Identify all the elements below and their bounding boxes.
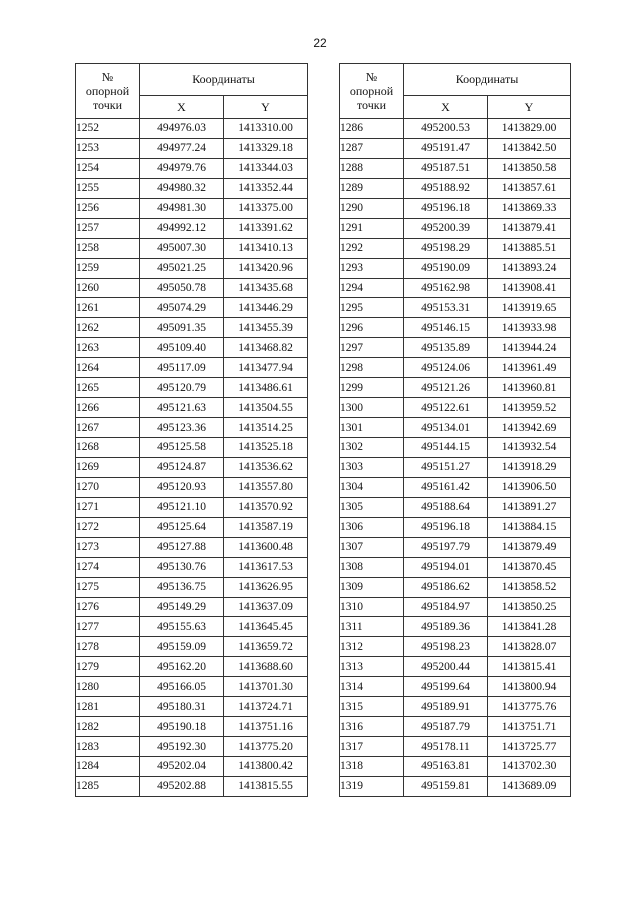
y-coordinate-cell: 1413775.20	[224, 737, 308, 757]
point-number-cell: 1297	[340, 338, 404, 358]
table-row	[340, 657, 571, 677]
point-number-cell: 1273	[76, 537, 140, 557]
y-coordinate-cell: 1413570.92	[224, 497, 308, 517]
point-number-cell: 1283	[76, 737, 140, 757]
table-row	[340, 537, 571, 557]
x-coordinate-cell: 494981.30	[140, 198, 224, 218]
x-coordinate-cell: 495191.47	[404, 138, 488, 158]
x-coordinate-cell: 495192.30	[140, 737, 224, 757]
x-coordinate-cell: 495198.29	[404, 238, 488, 258]
table-row	[76, 517, 308, 537]
point-number-header: № опорной точки	[340, 64, 404, 119]
table-row	[76, 497, 308, 517]
x-coordinate-cell: 495021.25	[140, 258, 224, 278]
point-number-cell: 1295	[340, 298, 404, 318]
y-coordinate-cell: 1413879.49	[488, 537, 571, 557]
x-coordinate-cell: 495188.92	[404, 178, 488, 198]
table-row	[340, 418, 571, 438]
x-coordinate-cell: 495189.91	[404, 697, 488, 717]
table-row	[76, 318, 308, 338]
x-coordinate-cell: 495190.18	[140, 717, 224, 737]
y-coordinate-cell: 1413688.60	[224, 657, 308, 677]
point-number-cell: 1280	[76, 677, 140, 697]
x-coordinate-cell: 495134.01	[404, 418, 488, 438]
y-coordinate-cell: 1413344.03	[224, 158, 308, 178]
y-coordinate-cell: 1413828.07	[488, 637, 571, 657]
x-coordinate-cell: 495121.10	[140, 497, 224, 517]
x-coordinate-cell: 495197.79	[404, 537, 488, 557]
x-column-header: X	[404, 96, 488, 119]
coordinates-table-left	[75, 63, 308, 797]
x-coordinate-cell: 495127.88	[140, 537, 224, 557]
point-number-cell: 1262	[76, 318, 140, 338]
point-number-cell: 1292	[340, 238, 404, 258]
point-number-cell: 1291	[340, 218, 404, 238]
x-coordinate-cell: 495200.53	[404, 119, 488, 139]
point-number-cell: 1299	[340, 378, 404, 398]
x-coordinate-cell: 495121.63	[140, 398, 224, 418]
table-row	[340, 358, 571, 378]
x-coordinate-cell: 495200.39	[404, 218, 488, 238]
x-coordinate-cell: 495123.36	[140, 418, 224, 438]
x-coordinate-cell: 495149.29	[140, 597, 224, 617]
y-coordinate-cell: 1413724.71	[224, 697, 308, 717]
x-coordinate-cell: 495144.15	[404, 438, 488, 458]
point-number-cell: 1293	[340, 258, 404, 278]
x-coordinate-cell: 495135.89	[404, 338, 488, 358]
x-coordinate-cell: 495146.15	[404, 318, 488, 338]
x-coordinate-cell: 495161.42	[404, 477, 488, 497]
x-coordinate-cell: 495124.06	[404, 358, 488, 378]
table-row	[340, 577, 571, 597]
point-number-cell: 1318	[340, 757, 404, 777]
table-row	[340, 138, 571, 158]
x-coordinate-cell: 494976.03	[140, 119, 224, 139]
y-coordinate-cell: 1413329.18	[224, 138, 308, 158]
x-coordinate-cell: 495196.18	[404, 517, 488, 537]
table-row	[76, 358, 308, 378]
point-number-cell: 1317	[340, 737, 404, 757]
table-row	[340, 378, 571, 398]
y-coordinate-cell: 1413645.45	[224, 617, 308, 637]
y-coordinate-cell: 1413626.95	[224, 577, 308, 597]
table-row	[76, 757, 308, 777]
table-row	[76, 418, 308, 438]
y-coordinate-cell: 1413960.81	[488, 378, 571, 398]
y-coordinate-cell: 1413857.61	[488, 178, 571, 198]
x-coordinate-cell: 495120.79	[140, 378, 224, 398]
point-number-cell: 1276	[76, 597, 140, 617]
table-row	[340, 298, 571, 318]
x-coordinate-cell: 494977.24	[140, 138, 224, 158]
point-number-cell: 1284	[76, 757, 140, 777]
y-coordinate-cell: 1413933.98	[488, 318, 571, 338]
table-row	[76, 178, 308, 198]
y-coordinate-cell: 1413587.19	[224, 517, 308, 537]
point-number-cell: 1263	[76, 338, 140, 358]
y-coordinate-cell: 1413310.00	[224, 119, 308, 139]
point-number-cell: 1270	[76, 477, 140, 497]
page-number: 22	[313, 36, 327, 50]
y-coordinate-cell: 1413850.58	[488, 158, 571, 178]
y-coordinate-cell: 1413885.51	[488, 238, 571, 258]
point-number-cell: 1254	[76, 158, 140, 178]
point-number-header: № опорной точки	[76, 64, 140, 119]
x-coordinate-cell: 495189.36	[404, 617, 488, 637]
y-coordinate-cell: 1413918.29	[488, 457, 571, 477]
y-coordinate-cell: 1413800.94	[488, 677, 571, 697]
point-number-cell: 1309	[340, 577, 404, 597]
x-coordinate-cell: 495187.79	[404, 717, 488, 737]
point-number-cell: 1258	[76, 238, 140, 258]
y-coordinate-cell: 1413659.72	[224, 637, 308, 657]
x-coordinate-cell: 495194.01	[404, 557, 488, 577]
table-row	[76, 258, 308, 278]
point-number-cell: 1319	[340, 776, 404, 796]
table-row	[340, 258, 571, 278]
point-number-cell: 1282	[76, 717, 140, 737]
table-row	[340, 677, 571, 697]
table-row	[76, 298, 308, 318]
table-row	[76, 657, 308, 677]
point-number-cell: 1257	[76, 218, 140, 238]
y-coordinate-cell: 1413637.09	[224, 597, 308, 617]
x-coordinate-cell: 495166.05	[140, 677, 224, 697]
point-number-cell: 1307	[340, 537, 404, 557]
table-row	[76, 438, 308, 458]
x-coordinate-cell: 495136.75	[140, 577, 224, 597]
table-row	[340, 318, 571, 338]
point-number-cell: 1311	[340, 617, 404, 637]
y-coordinate-cell: 1413858.52	[488, 577, 571, 597]
table-row	[76, 677, 308, 697]
point-number-cell: 1261	[76, 298, 140, 318]
y-coordinate-cell: 1413725.77	[488, 737, 571, 757]
point-number-cell: 1294	[340, 278, 404, 298]
point-number-cell: 1252	[76, 119, 140, 139]
point-number-cell: 1259	[76, 258, 140, 278]
x-coordinate-cell: 495162.98	[404, 278, 488, 298]
table-row	[76, 637, 308, 657]
y-coordinate-cell: 1413800.42	[224, 757, 308, 777]
table-row	[76, 737, 308, 757]
point-number-cell: 1306	[340, 517, 404, 537]
table-row	[340, 497, 571, 517]
y-coordinate-cell: 1413468.82	[224, 338, 308, 358]
x-coordinate-cell: 495202.88	[140, 776, 224, 796]
table-row	[340, 457, 571, 477]
table-row	[76, 398, 308, 418]
x-coordinate-cell: 495159.81	[404, 776, 488, 796]
point-number-cell: 1303	[340, 457, 404, 477]
y-coordinate-cell: 1413600.48	[224, 537, 308, 557]
point-number-cell: 1279	[76, 657, 140, 677]
y-coordinate-cell: 1413410.13	[224, 238, 308, 258]
y-coordinate-cell: 1413391.62	[224, 218, 308, 238]
x-coordinate-cell: 495159.09	[140, 637, 224, 657]
table-row	[76, 477, 308, 497]
y-coordinate-cell: 1413908.41	[488, 278, 571, 298]
x-coordinate-cell: 494979.76	[140, 158, 224, 178]
y-coordinate-cell: 1413879.41	[488, 218, 571, 238]
table-row	[76, 617, 308, 637]
x-coordinate-cell: 495188.64	[404, 497, 488, 517]
point-number-cell: 1271	[76, 497, 140, 517]
point-number-cell: 1274	[76, 557, 140, 577]
x-coordinate-cell: 495196.18	[404, 198, 488, 218]
point-number-cell: 1264	[76, 358, 140, 378]
table-row	[340, 398, 571, 418]
point-number-cell: 1290	[340, 198, 404, 218]
table-row	[76, 776, 308, 796]
y-coordinate-cell: 1413514.25	[224, 418, 308, 438]
table-row	[340, 757, 571, 777]
y-coordinate-cell: 1413702.30	[488, 757, 571, 777]
table-row	[76, 338, 308, 358]
point-number-cell: 1305	[340, 497, 404, 517]
y-coordinate-cell: 1413891.27	[488, 497, 571, 517]
y-coordinate-cell: 1413435.68	[224, 278, 308, 298]
x-coordinate-cell: 495178.11	[404, 737, 488, 757]
y-coordinate-cell: 1413504.55	[224, 398, 308, 418]
table-row	[340, 776, 571, 796]
x-coordinate-cell: 495124.87	[140, 457, 224, 477]
point-number-cell: 1267	[76, 418, 140, 438]
point-number-cell: 1281	[76, 697, 140, 717]
table-row	[76, 457, 308, 477]
y-column-header: Y	[488, 96, 571, 119]
table-row	[76, 378, 308, 398]
x-coordinate-cell: 495186.62	[404, 577, 488, 597]
x-coordinate-cell: 494980.32	[140, 178, 224, 198]
y-coordinate-cell: 1413701.30	[224, 677, 308, 697]
y-coordinate-cell: 1413906.50	[488, 477, 571, 497]
point-number-cell: 1278	[76, 637, 140, 657]
y-coordinate-cell: 1413352.44	[224, 178, 308, 198]
table-row	[76, 218, 308, 238]
point-number-cell: 1285	[76, 776, 140, 796]
y-coordinate-cell: 1413617.53	[224, 557, 308, 577]
y-coordinate-cell: 1413829.00	[488, 119, 571, 139]
table-row	[340, 477, 571, 497]
y-coordinate-cell: 1413815.41	[488, 657, 571, 677]
y-coordinate-cell: 1413420.96	[224, 258, 308, 278]
x-coordinate-cell: 495122.61	[404, 398, 488, 418]
x-coordinate-cell: 495050.78	[140, 278, 224, 298]
x-coordinate-cell: 495091.35	[140, 318, 224, 338]
point-number-cell: 1269	[76, 457, 140, 477]
y-coordinate-cell: 1413959.52	[488, 398, 571, 418]
x-coordinate-cell: 495163.81	[404, 757, 488, 777]
y-coordinate-cell: 1413525.18	[224, 438, 308, 458]
table-row	[76, 238, 308, 258]
x-coordinate-cell: 495190.09	[404, 258, 488, 278]
point-number-cell: 1256	[76, 198, 140, 218]
coordinates-table-right	[339, 63, 571, 797]
point-number-cell: 1298	[340, 358, 404, 378]
table-row	[340, 198, 571, 218]
x-coordinate-cell: 495117.09	[140, 358, 224, 378]
table-row	[340, 158, 571, 178]
table-row	[340, 119, 571, 139]
y-coordinate-cell: 1413919.65	[488, 298, 571, 318]
x-coordinate-cell: 495125.58	[140, 438, 224, 458]
table-row	[340, 557, 571, 577]
table-row	[340, 278, 571, 298]
table-row	[340, 517, 571, 537]
y-coordinate-cell: 1413751.16	[224, 717, 308, 737]
table-row	[76, 577, 308, 597]
x-coordinate-cell: 495155.63	[140, 617, 224, 637]
point-number-cell: 1315	[340, 697, 404, 717]
x-coordinate-cell: 495121.26	[404, 378, 488, 398]
x-coordinate-cell: 495109.40	[140, 338, 224, 358]
x-coordinate-cell: 495153.31	[404, 298, 488, 318]
table-row	[340, 338, 571, 358]
table-row	[76, 119, 308, 139]
y-coordinate-cell: 1413884.15	[488, 517, 571, 537]
y-coordinate-cell: 1413842.50	[488, 138, 571, 158]
point-number-cell: 1288	[340, 158, 404, 178]
y-coordinate-cell: 1413869.33	[488, 198, 571, 218]
y-coordinate-cell: 1413850.25	[488, 597, 571, 617]
y-coordinate-cell: 1413486.61	[224, 378, 308, 398]
y-coordinate-cell: 1413815.55	[224, 776, 308, 796]
point-number-cell: 1255	[76, 178, 140, 198]
y-coordinate-cell: 1413961.49	[488, 358, 571, 378]
point-number-cell: 1300	[340, 398, 404, 418]
point-number-cell: 1253	[76, 138, 140, 158]
y-coordinate-cell: 1413375.00	[224, 198, 308, 218]
table-row	[340, 737, 571, 757]
point-number-cell: 1272	[76, 517, 140, 537]
x-column-header: X	[140, 96, 224, 119]
x-coordinate-cell: 495184.97	[404, 597, 488, 617]
table-row	[76, 198, 308, 218]
table-row	[76, 138, 308, 158]
point-number-cell: 1277	[76, 617, 140, 637]
point-number-cell: 1286	[340, 119, 404, 139]
point-number-cell: 1314	[340, 677, 404, 697]
point-number-cell: 1308	[340, 557, 404, 577]
y-coordinate-cell: 1413477.94	[224, 358, 308, 378]
x-coordinate-cell: 495162.20	[140, 657, 224, 677]
x-coordinate-cell: 495130.76	[140, 557, 224, 577]
table-row	[340, 178, 571, 198]
point-number-cell: 1313	[340, 657, 404, 677]
point-number-cell: 1266	[76, 398, 140, 418]
table-row	[340, 597, 571, 617]
table-row	[340, 238, 571, 258]
x-coordinate-cell: 495198.23	[404, 637, 488, 657]
table-row	[76, 278, 308, 298]
x-coordinate-cell: 495007.30	[140, 238, 224, 258]
point-number-cell: 1287	[340, 138, 404, 158]
table-row	[340, 438, 571, 458]
point-number-cell: 1304	[340, 477, 404, 497]
x-coordinate-cell: 495187.51	[404, 158, 488, 178]
table-row	[340, 637, 571, 657]
x-coordinate-cell: 495074.29	[140, 298, 224, 318]
y-coordinate-cell: 1413557.80	[224, 477, 308, 497]
y-coordinate-cell: 1413536.62	[224, 457, 308, 477]
y-coordinate-cell: 1413446.29	[224, 298, 308, 318]
point-number-cell: 1289	[340, 178, 404, 198]
table-row	[76, 537, 308, 557]
table-row	[76, 717, 308, 737]
x-coordinate-cell: 495151.27	[404, 457, 488, 477]
point-number-cell: 1275	[76, 577, 140, 597]
y-coordinate-cell: 1413751.71	[488, 717, 571, 737]
x-coordinate-cell: 495120.93	[140, 477, 224, 497]
y-coordinate-cell: 1413944.24	[488, 338, 571, 358]
y-coordinate-cell: 1413689.09	[488, 776, 571, 796]
table-row	[76, 597, 308, 617]
y-coordinate-cell: 1413455.39	[224, 318, 308, 338]
point-number-cell: 1260	[76, 278, 140, 298]
table-row	[340, 218, 571, 238]
x-coordinate-cell: 495180.31	[140, 697, 224, 717]
table-row	[76, 557, 308, 577]
y-coordinate-cell: 1413870.45	[488, 557, 571, 577]
x-coordinate-cell: 495202.04	[140, 757, 224, 777]
coordinates-header: Координаты	[140, 64, 308, 96]
point-number-cell: 1268	[76, 438, 140, 458]
y-coordinate-cell: 1413775.76	[488, 697, 571, 717]
point-number-cell: 1302	[340, 438, 404, 458]
table-row	[76, 697, 308, 717]
coordinates-header: Координаты	[404, 64, 571, 96]
y-coordinate-cell: 1413932.54	[488, 438, 571, 458]
y-coordinate-cell: 1413841.28	[488, 617, 571, 637]
point-number-cell: 1265	[76, 378, 140, 398]
point-number-cell: 1312	[340, 637, 404, 657]
y-coordinate-cell: 1413942.69	[488, 418, 571, 438]
point-number-cell: 1316	[340, 717, 404, 737]
y-column-header: Y	[224, 96, 308, 119]
x-coordinate-cell: 495200.44	[404, 657, 488, 677]
table-row	[340, 717, 571, 737]
y-coordinate-cell: 1413893.24	[488, 258, 571, 278]
point-number-cell: 1301	[340, 418, 404, 438]
x-coordinate-cell: 495199.64	[404, 677, 488, 697]
table-row	[340, 697, 571, 717]
table-row	[76, 158, 308, 178]
point-number-cell: 1296	[340, 318, 404, 338]
x-coordinate-cell: 495125.64	[140, 517, 224, 537]
x-coordinate-cell: 494992.12	[140, 218, 224, 238]
table-row	[340, 617, 571, 637]
point-number-cell: 1310	[340, 597, 404, 617]
